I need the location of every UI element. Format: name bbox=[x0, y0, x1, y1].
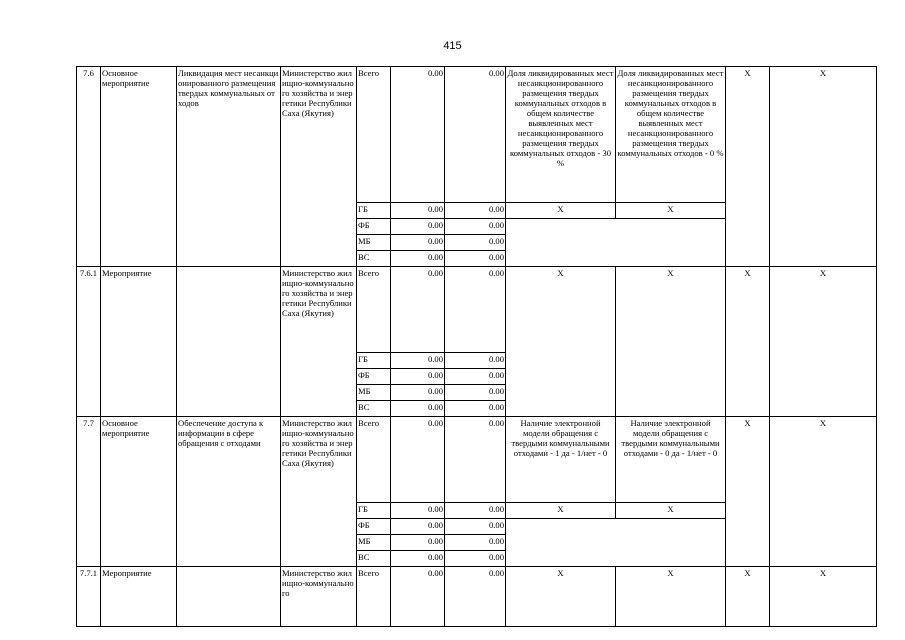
row-name bbox=[177, 567, 281, 627]
source-value: 0.00 bbox=[391, 551, 445, 567]
source-label: ГБ bbox=[357, 353, 391, 369]
row-name bbox=[177, 267, 281, 417]
source-label: Всего bbox=[357, 417, 391, 503]
source-value: 0.00 bbox=[391, 219, 445, 235]
indicator-cell: Наличие электронной модели обращения с твердыми коммунальными отходами - 0 да - 1/нет - 0 bbox=[616, 417, 726, 503]
row-type: Основное мероприятие bbox=[101, 67, 177, 267]
source-value: 0.00 bbox=[445, 401, 506, 417]
indicator-cell: Х bbox=[506, 267, 616, 417]
source-value: 0.00 bbox=[445, 417, 506, 503]
x-cell: Х bbox=[770, 417, 877, 567]
source-value: 0.00 bbox=[391, 417, 445, 503]
source-value: 0.00 bbox=[391, 535, 445, 551]
source-label: МБ bbox=[357, 235, 391, 251]
indicator-cell: Х bbox=[616, 567, 726, 627]
source-value: 0.00 bbox=[391, 203, 445, 219]
source-value: 0.00 bbox=[445, 503, 506, 519]
source-label: ВС bbox=[357, 551, 391, 567]
source-value: 0.00 bbox=[445, 219, 506, 235]
source-label: Всего bbox=[357, 67, 391, 203]
row-number: 7.7.1 bbox=[77, 567, 101, 627]
x-cell: Х bbox=[726, 417, 770, 567]
source-label: ФБ bbox=[357, 519, 391, 535]
source-value: 0.00 bbox=[445, 235, 506, 251]
source-value: 0.00 bbox=[445, 519, 506, 535]
source-label: ВС bbox=[357, 401, 391, 417]
source-value: 0.00 bbox=[391, 385, 445, 401]
empty-cell bbox=[506, 219, 726, 267]
source-value: 0.00 bbox=[445, 567, 506, 627]
source-value: 0.00 bbox=[445, 369, 506, 385]
source-label: ГБ bbox=[357, 503, 391, 519]
row-executor: Министерство жилищно-коммунального bbox=[281, 567, 357, 627]
x-cell: Х bbox=[726, 67, 770, 267]
row-executor: Министерство жилищно-коммунального хозяйства и энергетики Республики Саха (Якутия) bbox=[281, 417, 357, 567]
source-label: ФБ bbox=[357, 369, 391, 385]
indicator-cell: Доля ликвидированных мест несанкционированного размещения твердых коммунальных отходов в общем количестве выявленных мест несанкционированного размещения твердых коммунальных отходов - 30 % bbox=[506, 67, 616, 203]
table-row bbox=[77, 417, 877, 503]
source-value: 0.00 bbox=[445, 353, 506, 369]
x-cell: Х bbox=[726, 567, 770, 627]
source-value: 0.00 bbox=[391, 567, 445, 627]
source-value: 0.00 bbox=[391, 267, 445, 353]
x-cell: Х bbox=[770, 567, 877, 627]
page-number: 415 bbox=[443, 40, 462, 52]
x-cell: Х bbox=[770, 267, 877, 417]
source-value: 0.00 bbox=[391, 67, 445, 203]
row-executor: Министерство жилищно-коммунального хозяйства и энергетики Республики Саха (Якутия) bbox=[281, 267, 357, 417]
indicator-cell: Наличие электронной модели обращения с твердыми коммунальными отходами - 1 да - 1/нет - 0 bbox=[506, 417, 616, 503]
empty-cell bbox=[506, 519, 726, 567]
x-cell: Х bbox=[726, 267, 770, 417]
row-type: Мероприятие bbox=[101, 267, 177, 417]
indicator-cell: Доля ликвидированных мест несанкционированного размещения твердых коммунальных отходов в общем количестве выявленных мест несанкционированного размещения твердых коммунальных отходов - 0 % bbox=[616, 67, 726, 203]
row-type: Мероприятие bbox=[101, 567, 177, 627]
source-value: 0.00 bbox=[445, 251, 506, 267]
source-label: ГБ bbox=[357, 203, 391, 219]
source-value: 0.00 bbox=[391, 353, 445, 369]
row-executor: Министерство жилищно-коммунального хозяйства и энергетики Республики Саха (Якутия) bbox=[281, 67, 357, 267]
source-label: МБ bbox=[357, 535, 391, 551]
source-value: 0.00 bbox=[445, 267, 506, 353]
row-number: 7.6 bbox=[77, 67, 101, 267]
source-value: 0.00 bbox=[391, 519, 445, 535]
source-value: 0.00 bbox=[391, 251, 445, 267]
row-name: Обеспечение доступа к информации в сфере обращения с отходами bbox=[177, 417, 281, 567]
table-row bbox=[77, 267, 877, 353]
row-number: 7.6.1 bbox=[77, 267, 101, 417]
row-type: Основное мероприятие bbox=[101, 417, 177, 567]
source-label: ВС bbox=[357, 251, 391, 267]
x-cell: Х bbox=[770, 67, 877, 267]
indicator-cell: Х bbox=[506, 503, 616, 519]
source-value: 0.00 bbox=[445, 203, 506, 219]
source-value: 0.00 bbox=[445, 535, 506, 551]
source-value: 0.00 bbox=[391, 235, 445, 251]
row-name: Ликвидация мест несанкционированного размещения твердых коммунальных отходов bbox=[177, 67, 281, 267]
source-label: Всего bbox=[357, 567, 391, 627]
source-value: 0.00 bbox=[445, 551, 506, 567]
row-number: 7.7 bbox=[77, 417, 101, 567]
source-value: 0.00 bbox=[391, 369, 445, 385]
source-label: ФБ bbox=[357, 219, 391, 235]
table-row bbox=[77, 567, 877, 627]
table-row bbox=[77, 67, 877, 203]
source-value: 0.00 bbox=[391, 401, 445, 417]
indicator-cell: Х bbox=[616, 203, 726, 219]
indicator-cell: Х bbox=[506, 203, 616, 219]
source-value: 0.00 bbox=[445, 67, 506, 203]
source-label: Всего bbox=[357, 267, 391, 353]
indicator-cell: Х bbox=[616, 267, 726, 417]
source-label: МБ bbox=[357, 385, 391, 401]
indicator-cell: Х bbox=[506, 567, 616, 627]
source-value: 0.00 bbox=[391, 503, 445, 519]
program-table bbox=[76, 66, 877, 627]
indicator-cell: Х bbox=[616, 503, 726, 519]
source-value: 0.00 bbox=[445, 385, 506, 401]
